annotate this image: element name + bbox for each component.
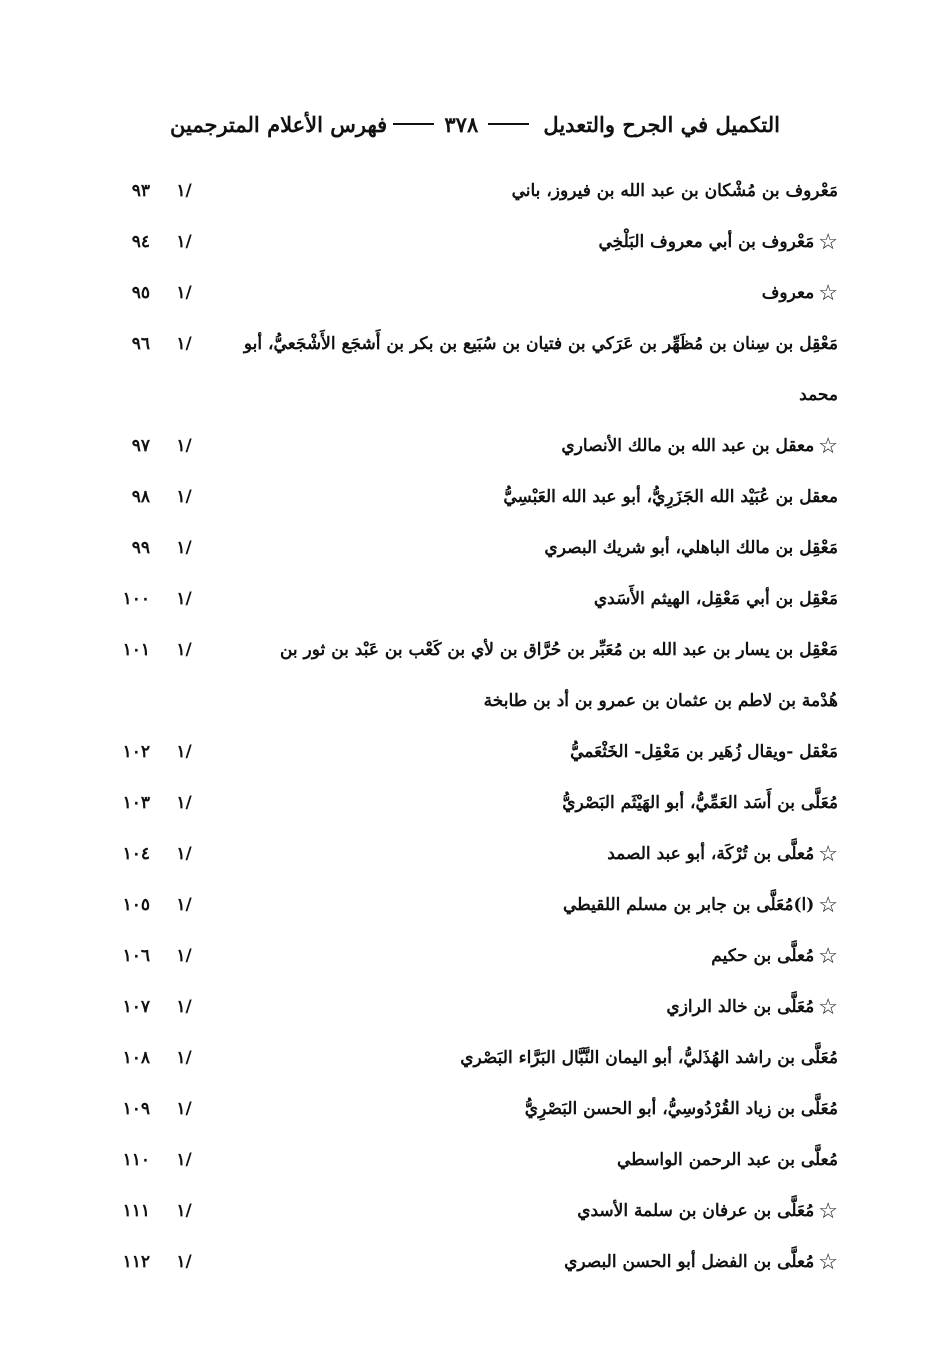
section-title: فهرس الأعلام المترجمين [170, 111, 388, 137]
volume-ref: ١/ [176, 1099, 192, 1119]
entry-name-text: مَعْروف بن أبي معروف البَلْخِي [598, 232, 815, 252]
index-entry [0, 829, 938, 880]
star-icon: ☆ [818, 1250, 838, 1275]
entry-name-text: مَعْقِل بن سِنان بن مُظَهِّر بن عَرَكي بن فتيان بن سُبَيع بن بكر بن أَشجَع الأَشْجَعيُّ، أبو محمد [243, 334, 838, 405]
volume-ref: ١/ [176, 487, 192, 507]
index-entry [0, 472, 938, 523]
entry-name-text: (ا)مُعَلَّى بن جابر بن مسلم اللقيطي [563, 895, 815, 915]
page-ref: ١٠٥ [122, 895, 150, 915]
index-entry [0, 1033, 938, 1084]
index-entry [0, 421, 938, 472]
entry-name [243, 778, 838, 829]
running-header [170, 104, 780, 144]
volume-ref: ١/ [176, 793, 192, 813]
page-ref: ١٠١ [122, 640, 150, 660]
entry-name [243, 421, 838, 472]
index-entry [0, 523, 938, 574]
volume-ref: ١/ [176, 1252, 192, 1272]
index-entry [0, 880, 938, 931]
entry-name [243, 268, 838, 319]
page-ref: ٩٦ [131, 334, 150, 354]
index-entry [0, 1186, 938, 1237]
index-entry [0, 625, 938, 727]
index-entries [0, 166, 938, 1288]
page-ref: ٩٧ [131, 436, 150, 456]
index-entry [0, 727, 938, 778]
page-number: ٣٧٨ [444, 111, 479, 137]
entry-name-text: مُعلَّى بن عبد الرحمن الواسطي [617, 1150, 838, 1170]
entry-name [243, 523, 838, 574]
entry-name [243, 319, 838, 421]
entry-name [243, 625, 838, 727]
volume-ref: ١/ [176, 742, 192, 762]
volume-ref: ١/ [176, 946, 192, 966]
volume-ref: ١/ [176, 895, 192, 915]
volume-ref: ١/ [176, 844, 192, 864]
page-ref: ١١٢ [122, 1252, 150, 1272]
volume-ref: ١/ [176, 1048, 192, 1068]
entry-name-text: مُعَلَّى بن خالد الرازي [666, 997, 815, 1017]
entry-name [243, 1135, 838, 1186]
entry-name-text: مُعَلَّى بن راشد الهُذَليُّ، أبو اليمان النَّبَّال البَرَّاء البَصْري [460, 1048, 838, 1068]
volume-ref: ١/ [176, 232, 192, 252]
entry-name [243, 1084, 838, 1135]
index-entry [0, 574, 938, 625]
index-entry [0, 319, 938, 421]
entry-name-text: معقل بن عُبَيْد الله الجَزَرِيُّ، أبو عبد الله العَبْسِيُّ [503, 487, 838, 507]
entry-name-text: مُعَلَّى بن عرفان بن سلمة الأسدي [577, 1201, 815, 1221]
index-entry [0, 982, 938, 1033]
star-icon: ☆ [818, 434, 838, 459]
entry-name-text: مَعْقل -ويقال زُهَير بن مَعْقِل- الخَثْعَميُّ [570, 742, 838, 762]
entry-name-text: مَعْقِل بن مالك الباهلي، أبو شريك البصري [544, 538, 838, 558]
entry-name [243, 1033, 838, 1084]
star-icon: ☆ [818, 281, 838, 306]
index-entry [0, 931, 938, 982]
page-ref: ٩٩ [131, 538, 150, 558]
volume-ref: ١/ [176, 1201, 192, 1221]
entry-name [243, 931, 838, 982]
volume-ref: ١/ [176, 436, 192, 456]
book-title: التكميل في الجرح والتعديل [543, 111, 780, 137]
page-ref: ١٠٠ [122, 589, 150, 609]
entry-name-text: مُعلَّى بن تُرْكَة، أبو عبد الصمد [607, 844, 815, 864]
entry-name-text: مُعَلَّى بن زياد القُرْدُوسِيُّ، أبو الحسن البَصْرِيُّ [524, 1099, 838, 1119]
page-ref: ٩٤ [131, 232, 150, 252]
header-dash-left [393, 123, 434, 125]
entry-name-text: معروف [761, 283, 815, 303]
volume-ref: ١/ [176, 334, 192, 354]
index-entry [0, 166, 938, 217]
star-icon: ☆ [818, 995, 838, 1020]
header-dash-right [488, 123, 529, 125]
star-icon: ☆ [818, 893, 838, 918]
page-ref: ١٠٣ [122, 793, 150, 813]
entry-name [243, 574, 838, 625]
page-ref: ١٠٦ [122, 946, 150, 966]
entry-name-text: مُعلَّى بن الفضل أبو الحسن البصري [564, 1252, 815, 1272]
entry-name [243, 727, 838, 778]
page-ref: ١١٠ [122, 1150, 150, 1170]
page-ref: ١٠٤ [122, 844, 150, 864]
entry-name [243, 829, 838, 880]
entry-name [243, 982, 838, 1033]
entry-name-text: مُعَلَّى بن أَسَد العَمِّيُّ، أبو الهَيْثَم البَصْريُّ [562, 793, 838, 813]
page-ref: ١٠٢ [122, 742, 150, 762]
index-entry [0, 778, 938, 829]
page-ref: ١٠٧ [122, 997, 150, 1017]
volume-ref: ١/ [176, 997, 192, 1017]
star-icon: ☆ [818, 230, 838, 255]
page-ref: ١١١ [122, 1201, 150, 1221]
entry-name-text: مَعْقِل بن أبي مَعْقِل، الهيثم الأَسَدي [593, 589, 838, 609]
entry-name-text: مَعْقِل بن يسار بن عبد الله بن مُعَبِّر بن حُرَّاق بن لأي بن كَعْب بن عَبْد بن ثور بن هُدْمة بن لاطم بن عثمان بن عمرو بن أد بن طابخة [279, 640, 838, 711]
entry-name-text: معقل بن عبد الله بن مالك الأنصاري [561, 436, 815, 456]
index-entry [0, 217, 938, 268]
entry-name-text: مَعْروف بن مُشْكان بن عبد الله بن فيروز، باني [511, 181, 838, 201]
volume-ref: ١/ [176, 181, 192, 201]
volume-ref: ١/ [176, 1150, 192, 1170]
page-ref: ٩٨ [131, 487, 150, 507]
volume-ref: ١/ [176, 589, 192, 609]
volume-ref: ١/ [176, 538, 192, 558]
index-entry [0, 1084, 938, 1135]
star-icon: ☆ [818, 944, 838, 969]
star-icon: ☆ [818, 842, 838, 867]
page-ref: ٩٣ [131, 181, 150, 201]
entry-name [243, 217, 838, 268]
entry-name-text: مُعلَّى بن حكيم [711, 946, 815, 966]
entry-name [243, 1237, 838, 1288]
index-entry [0, 1135, 938, 1186]
page-ref: ٩٥ [131, 283, 150, 303]
volume-ref: ١/ [176, 283, 192, 303]
index-entry [0, 1237, 938, 1288]
page-ref: ١٠٩ [122, 1099, 150, 1119]
entry-name [243, 880, 838, 931]
entry-name [243, 1186, 838, 1237]
entry-name [243, 166, 838, 217]
entry-name [243, 472, 838, 523]
star-icon: ☆ [818, 1199, 838, 1224]
volume-ref: ١/ [176, 640, 192, 660]
page-ref: ١٠٨ [122, 1048, 150, 1068]
index-entry [0, 268, 938, 319]
